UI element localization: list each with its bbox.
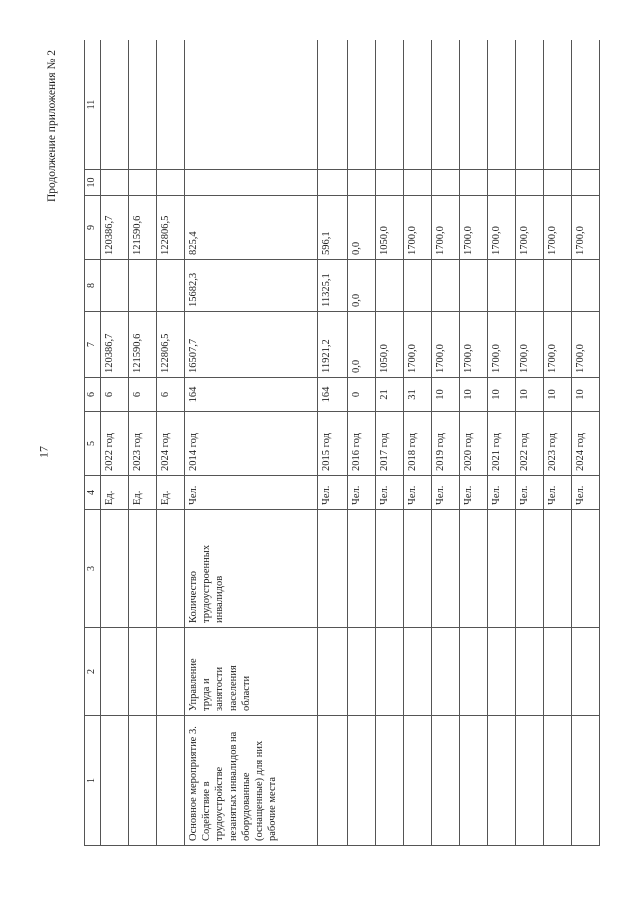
federal-cell (403, 260, 431, 312)
unit-cell: Чел. (317, 476, 347, 510)
col10-cell (347, 170, 375, 196)
year-cell: 2014 год (185, 412, 318, 476)
total-cell: 121590,6 (129, 312, 157, 378)
unit-cell: Чел. (347, 476, 375, 510)
federal-cell (459, 260, 487, 312)
year-cell: 2018 год (403, 412, 431, 476)
measure-cell (317, 716, 347, 846)
table-row (515, 40, 543, 846)
federal-cell (431, 260, 459, 312)
executor-cell (515, 628, 543, 716)
value-cell: 10 (487, 378, 515, 412)
table-container (84, 40, 600, 846)
regional-cell: 0,0 (347, 196, 375, 260)
unit-cell: Чел. (515, 476, 543, 510)
federal-cell (157, 260, 185, 312)
year-cell: 2022 год (515, 412, 543, 476)
table-row (157, 40, 185, 846)
unit-cell: Чел. (431, 476, 459, 510)
executor-cell (157, 628, 185, 716)
executor-cell (487, 628, 515, 716)
col10-cell (571, 170, 599, 196)
total-cell: 1700,0 (543, 312, 571, 378)
table-row (571, 40, 599, 846)
indicator-cell (571, 510, 599, 628)
year-cell: 2015 год (317, 412, 347, 476)
indicator-cell (347, 510, 375, 628)
measure-cell (403, 716, 431, 846)
table-row (431, 40, 459, 846)
year-cell: 2024 год (157, 412, 185, 476)
value-cell: 6 (129, 378, 157, 412)
executor-cell (459, 628, 487, 716)
value-cell: 10 (571, 378, 599, 412)
regional-cell: 1700,0 (487, 196, 515, 260)
col11-cell (375, 40, 403, 170)
total-cell: 1700,0 (431, 312, 459, 378)
unit-cell: Чел. (375, 476, 403, 510)
federal-cell (375, 260, 403, 312)
executor-cell (571, 628, 599, 716)
executor-cell (101, 628, 129, 716)
table-row (403, 40, 431, 846)
measure-cell (543, 716, 571, 846)
value-cell: 6 (157, 378, 185, 412)
unit-cell: Ед. (129, 476, 157, 510)
indicator-cell (317, 510, 347, 628)
federal-cell (129, 260, 157, 312)
unit-cell: Ед. (101, 476, 129, 510)
federal-cell (543, 260, 571, 312)
table-row (317, 40, 347, 846)
regional-cell: 1700,0 (459, 196, 487, 260)
measure-cell (571, 716, 599, 846)
year-cell: 2017 год (375, 412, 403, 476)
col10-cell (375, 170, 403, 196)
indicator-cell (375, 510, 403, 628)
measure-cell (129, 716, 157, 846)
indicator-cell (543, 510, 571, 628)
year-cell: 2024 год (571, 412, 599, 476)
year-cell: 2023 год (543, 412, 571, 476)
unit-cell: Чел. (487, 476, 515, 510)
col10-cell (129, 170, 157, 196)
column-number: 3 (85, 510, 101, 628)
measure-cell (431, 716, 459, 846)
col11-cell (571, 40, 599, 170)
unit-cell: Чел. (543, 476, 571, 510)
column-number: 1 (85, 716, 101, 846)
col11-cell (543, 40, 571, 170)
year-cell: 2021 год (487, 412, 515, 476)
value-cell: 164 (185, 378, 318, 412)
year-cell: 2023 год (129, 412, 157, 476)
indicator-cell (487, 510, 515, 628)
col10-cell (515, 170, 543, 196)
col10-cell (317, 170, 347, 196)
total-cell: 1700,0 (459, 312, 487, 378)
col11-cell (129, 40, 157, 170)
table-row (347, 40, 375, 846)
table-row (375, 40, 403, 846)
column-number: 8 (85, 260, 101, 312)
federal-cell: 11325,1 (317, 260, 347, 312)
indicator-cell (129, 510, 157, 628)
col11-cell (157, 40, 185, 170)
value-cell: 10 (431, 378, 459, 412)
federal-cell (515, 260, 543, 312)
indicator-cell: Количество трудоустроенных инвалидов (185, 510, 318, 628)
indicator-cell (515, 510, 543, 628)
year-cell: 2020 год (459, 412, 487, 476)
column-number: 6 (85, 378, 101, 412)
value-cell: 6 (101, 378, 129, 412)
measure-cell (157, 716, 185, 846)
unit-cell: Ед. (157, 476, 185, 510)
total-cell: 0,0 (347, 312, 375, 378)
col10-cell (403, 170, 431, 196)
executor-cell (375, 628, 403, 716)
col11-cell (431, 40, 459, 170)
col10-cell (101, 170, 129, 196)
total-cell: 122806,5 (157, 312, 185, 378)
column-number: 2 (85, 628, 101, 716)
regional-cell: 120386,7 (101, 196, 129, 260)
measure-cell (101, 716, 129, 846)
column-number: 11 (85, 40, 101, 170)
value-cell: 21 (375, 378, 403, 412)
regional-cell: 596,1 (317, 196, 347, 260)
table-row (185, 40, 318, 846)
value-cell: 10 (543, 378, 571, 412)
column-number: 5 (85, 412, 101, 476)
table-body (85, 40, 600, 846)
federal-cell (487, 260, 515, 312)
col11-cell (459, 40, 487, 170)
regional-cell: 121590,6 (129, 196, 157, 260)
total-cell: 1700,0 (571, 312, 599, 378)
table-row (129, 40, 157, 846)
indicator-cell (459, 510, 487, 628)
indicator-cell (101, 510, 129, 628)
page-number: 17 (36, 446, 51, 458)
column-number: 9 (85, 196, 101, 260)
table-row (487, 40, 515, 846)
year-cell: 2016 год (347, 412, 375, 476)
col11-cell (101, 40, 129, 170)
federal-cell: 15682,3 (185, 260, 318, 312)
measure-cell (487, 716, 515, 846)
regional-cell: 1050,0 (375, 196, 403, 260)
regional-cell: 825,4 (185, 196, 318, 260)
table-row (459, 40, 487, 846)
year-cell: 2019 год (431, 412, 459, 476)
col11-cell (515, 40, 543, 170)
year-cell: 2022 год (101, 412, 129, 476)
indicator-cell (431, 510, 459, 628)
executor-cell (543, 628, 571, 716)
indicator-cell (403, 510, 431, 628)
regional-cell: 1700,0 (543, 196, 571, 260)
measure-cell (515, 716, 543, 846)
col11-cell (487, 40, 515, 170)
value-cell: 164 (317, 378, 347, 412)
table-row (101, 40, 129, 846)
value-cell: 31 (403, 378, 431, 412)
column-number: 7 (85, 312, 101, 378)
unit-cell: Чел. (403, 476, 431, 510)
unit-cell: Чел. (459, 476, 487, 510)
measure-cell (347, 716, 375, 846)
value-cell: 0 (347, 378, 375, 412)
col10-cell (157, 170, 185, 196)
col11-cell (403, 40, 431, 170)
federal-cell: 0,0 (347, 260, 375, 312)
executor-cell (431, 628, 459, 716)
total-cell: 1050,0 (375, 312, 403, 378)
executor-cell (347, 628, 375, 716)
total-cell: 1700,0 (515, 312, 543, 378)
continuation-note: Продолжение приложения № 2 (46, 49, 58, 203)
unit-cell: Чел. (571, 476, 599, 510)
total-cell: 11921,2 (317, 312, 347, 378)
program-table (84, 40, 600, 846)
col10-cell (543, 170, 571, 196)
regional-cell: 1700,0 (431, 196, 459, 260)
executor-cell (317, 628, 347, 716)
column-number-row (85, 40, 101, 846)
total-cell: 1700,0 (403, 312, 431, 378)
measure-cell (459, 716, 487, 846)
measure-cell: Основное мероприятие 3. Содействие в трудоустройстве незанятых инвалидов на оборудованные (оснащенные) для них рабочие места (185, 716, 318, 846)
col11-cell (347, 40, 375, 170)
col11-cell (185, 40, 318, 170)
executor-cell: Управление труда и занятости населения области (185, 628, 318, 716)
federal-cell (571, 260, 599, 312)
total-cell: 16507,7 (185, 312, 318, 378)
col11-cell (317, 40, 347, 170)
indicator-cell (157, 510, 185, 628)
column-number: 4 (85, 476, 101, 510)
value-cell: 10 (515, 378, 543, 412)
federal-cell (101, 260, 129, 312)
rotated-table (84, 40, 600, 846)
regional-cell: 1700,0 (515, 196, 543, 260)
column-number: 10 (85, 170, 101, 196)
regional-cell: 1700,0 (403, 196, 431, 260)
executor-cell (403, 628, 431, 716)
executor-cell (129, 628, 157, 716)
total-cell: 1700,0 (487, 312, 515, 378)
col10-cell (431, 170, 459, 196)
unit-cell: Чел. (185, 476, 318, 510)
col10-cell (487, 170, 515, 196)
measure-cell (375, 716, 403, 846)
table-row (543, 40, 571, 846)
total-cell: 120386,7 (101, 312, 129, 378)
regional-cell: 1700,0 (571, 196, 599, 260)
col10-cell (459, 170, 487, 196)
col10-cell (185, 170, 318, 196)
value-cell: 10 (459, 378, 487, 412)
regional-cell: 122806,5 (157, 196, 185, 260)
